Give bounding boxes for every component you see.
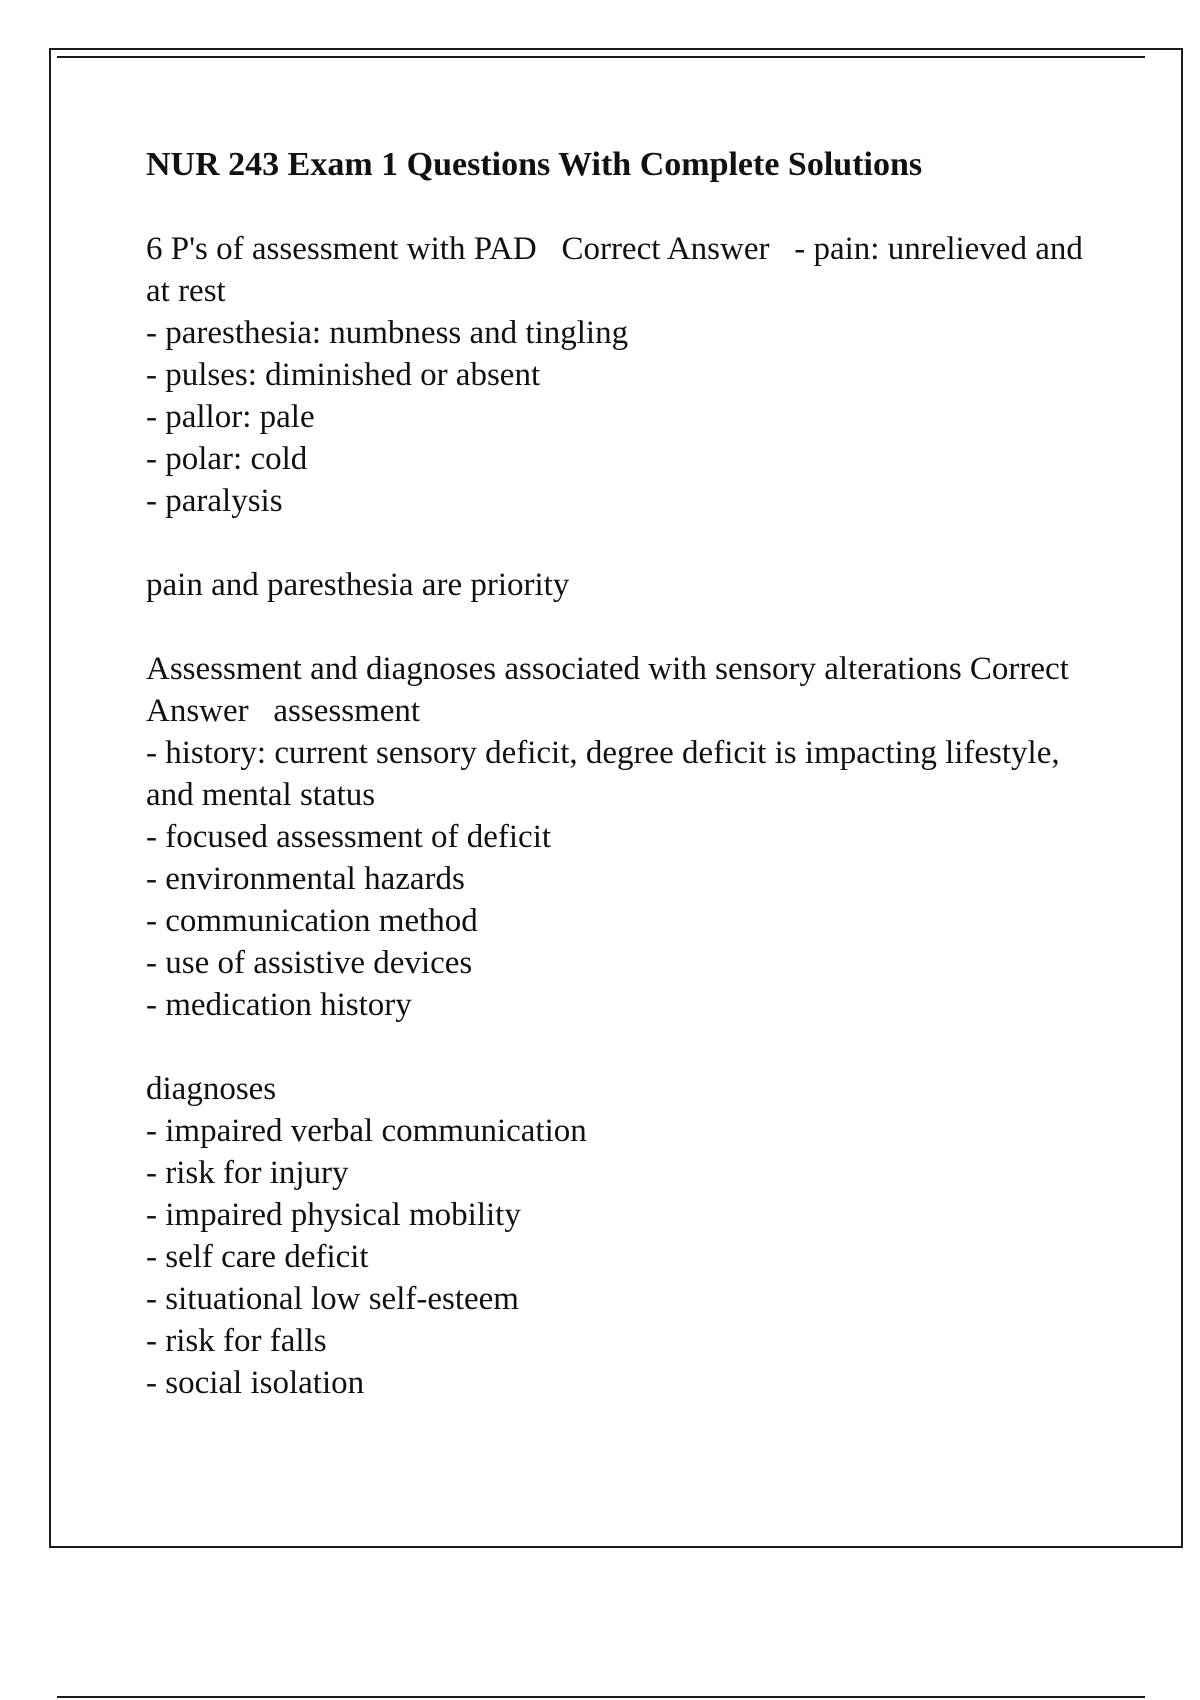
list-item: - impaired verbal communication xyxy=(146,1113,587,1149)
list-item: - communication method xyxy=(146,903,478,939)
top-rule xyxy=(57,56,1145,58)
document-title: NUR 243 Exam 1 Questions With Complete Solutions xyxy=(146,146,923,183)
list-item: - risk for injury xyxy=(146,1155,349,1191)
list-item: - history: current sensory deficit, degree deficit is impacting lifestyle, and mental status xyxy=(146,735,1068,813)
list-item: - polar: cold xyxy=(146,441,308,477)
question-block-2 xyxy=(146,648,1106,1026)
bottom-rule xyxy=(57,1696,1145,1698)
correct-answer-label: Correct Answer xyxy=(146,651,1076,729)
list-item: - risk for falls xyxy=(146,1323,327,1359)
list-item: - pallor: pale xyxy=(146,399,315,435)
question-block-1 xyxy=(146,228,1106,522)
priority-note: pain and paresthesia are priority xyxy=(146,567,570,603)
list-item: - paralysis xyxy=(146,483,283,519)
diagnoses-heading: diagnoses xyxy=(146,1071,277,1107)
list-item: - environmental hazards xyxy=(146,861,465,897)
question-line xyxy=(146,228,1106,312)
answer-first-line: - pain: unrelieved and at rest xyxy=(146,231,1092,309)
document-body xyxy=(146,144,1106,1446)
list-item: - self care deficit xyxy=(146,1239,369,1275)
question-line xyxy=(146,648,1106,732)
list-item: - impaired physical mobility xyxy=(146,1197,521,1233)
correct-answer-label: Correct Answer xyxy=(561,231,770,267)
diagnoses-block xyxy=(146,1068,1106,1404)
list-item: - situational low self-esteem xyxy=(146,1281,519,1317)
list-item: - focused assessment of deficit xyxy=(146,819,552,855)
list-item: - pulses: diminished or absent xyxy=(146,357,541,393)
list-item: - medication history xyxy=(146,987,412,1023)
question-text: Assessment and diagnoses associated with sensory alterations xyxy=(146,651,962,687)
question-text: 6 P's of assessment with PAD xyxy=(146,231,537,267)
list-item: - use of assistive devices xyxy=(146,945,473,981)
answer-first-line: assessment xyxy=(273,693,421,729)
list-item: - social isolation xyxy=(146,1365,365,1401)
note-block xyxy=(146,564,1106,606)
list-item: - paresthesia: numbness and tingling xyxy=(146,315,629,351)
